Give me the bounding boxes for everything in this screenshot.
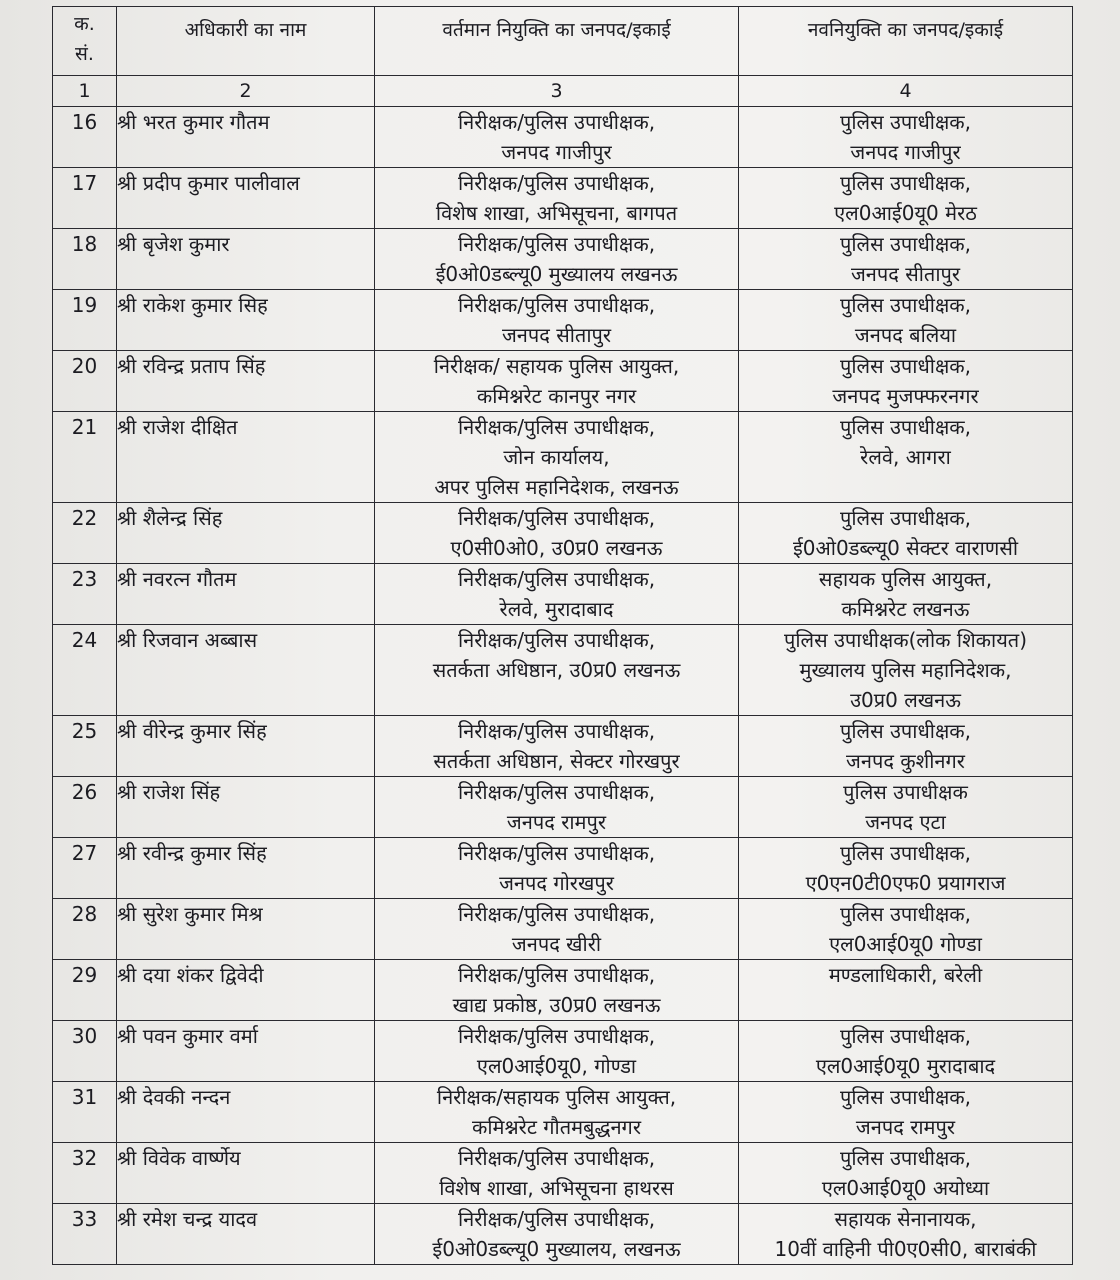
new-posting-line: जनपद गाजीपुर bbox=[850, 140, 961, 164]
new-posting-line: एल0आई0यू0 मेरठ bbox=[834, 201, 977, 225]
new-posting-line: ई0ओ0डब्ल्यू0 सेक्टर वाराणसी bbox=[792, 536, 1019, 560]
current-posting-line: ई0ओ0डब्ल्यू0 मुख्यालय लखनऊ bbox=[435, 262, 678, 286]
current-posting-line: रेलवे, मुरादाबाद bbox=[499, 597, 614, 621]
current-posting-line: निरीक्षक/पुलिस उपाधीक्षक, bbox=[457, 780, 656, 804]
column-number: 3 bbox=[375, 76, 739, 107]
new-posting-cell bbox=[739, 777, 1073, 838]
serial-number-cell: 30 bbox=[53, 1021, 117, 1082]
current-posting-cell bbox=[375, 564, 739, 625]
table-row bbox=[53, 625, 1073, 716]
serial-number-cell: 16 bbox=[53, 107, 117, 168]
current-posting-line: निरीक्षक/पुलिस उपाधीक्षक, bbox=[457, 293, 656, 317]
header-serial bbox=[53, 7, 117, 76]
officer-name-cell: श्री देवकी नन्दन bbox=[117, 1082, 375, 1143]
current-posting-cell bbox=[375, 1021, 739, 1082]
current-posting-line: सतर्कता अधिष्ठान, सेक्टर गोरखपुर bbox=[433, 749, 680, 773]
officer-name-cell: श्री रिजवान अब्बास bbox=[117, 625, 375, 716]
new-posting-line: पुलिस उपाधीक्षक, bbox=[839, 719, 971, 743]
new-posting-cell bbox=[739, 1143, 1073, 1204]
current-posting-line: निरीक्षक/पुलिस उपाधीक्षक, bbox=[457, 171, 656, 195]
column-number-row bbox=[53, 76, 1073, 107]
current-posting-line: विशेष शाखा, अभिसूचना, बागपत bbox=[435, 201, 678, 225]
current-posting-line: निरीक्षक/पुलिस उपाधीक्षक, bbox=[457, 1207, 656, 1231]
serial-number-cell: 20 bbox=[53, 351, 117, 412]
new-posting-line: सहायक सेनानायक, bbox=[834, 1207, 977, 1231]
new-posting-cell bbox=[739, 1021, 1073, 1082]
current-posting-cell bbox=[375, 838, 739, 899]
new-posting-line: जनपद कुशीनगर bbox=[846, 749, 965, 773]
officer-name-cell: श्री बृजेश कुमार bbox=[117, 229, 375, 290]
current-posting-cell bbox=[375, 1204, 739, 1265]
new-posting-cell bbox=[739, 168, 1073, 229]
transfer-table bbox=[52, 6, 1073, 1265]
table-row bbox=[53, 290, 1073, 351]
new-posting-cell bbox=[739, 1204, 1073, 1265]
new-posting-line: जनपद एटा bbox=[865, 810, 946, 834]
officer-name-cell: श्री रविन्द्र प्रताप सिंह bbox=[117, 351, 375, 412]
current-posting-cell bbox=[375, 351, 739, 412]
table-row bbox=[53, 564, 1073, 625]
new-posting-line: जनपद रामपुर bbox=[855, 1115, 956, 1139]
current-posting-line: निरीक्षक/पुलिस उपाधीक्षक, bbox=[457, 902, 656, 926]
header-current-posting: वर्तमान नियुक्ति का जनपद/इकाई bbox=[375, 7, 739, 76]
current-posting-line: निरीक्षक/सहायक पुलिस आयुक्त, bbox=[436, 1085, 677, 1109]
new-posting-line: पुलिस उपाधीक्षक(लोक शिकायत) bbox=[783, 628, 1028, 652]
table-row bbox=[53, 168, 1073, 229]
current-posting-line: निरीक्षक/पुलिस उपाधीक्षक, bbox=[457, 1146, 656, 1170]
table-row bbox=[53, 716, 1073, 777]
current-posting-cell bbox=[375, 1143, 739, 1204]
table-row bbox=[53, 503, 1073, 564]
column-number: 1 bbox=[53, 76, 117, 107]
officer-name-cell: श्री दया शंकर द्विवेदी bbox=[117, 960, 375, 1021]
serial-number-cell: 27 bbox=[53, 838, 117, 899]
new-posting-cell bbox=[739, 107, 1073, 168]
new-posting-line: पुलिस उपाधीक्षक, bbox=[839, 171, 971, 195]
new-posting-cell bbox=[739, 412, 1073, 503]
table-row bbox=[53, 229, 1073, 290]
new-posting-line: मुख्यालय पुलिस महानिदेशक, bbox=[799, 658, 1012, 682]
new-posting-line: पुलिस उपाधीक्षक, bbox=[839, 232, 971, 256]
new-posting-line: पुलिस उपाधीक्षक, bbox=[839, 1085, 971, 1109]
new-posting-line: जनपद बलिया bbox=[854, 323, 957, 347]
current-posting-cell bbox=[375, 960, 739, 1021]
current-posting-line: जनपद सीतापुर bbox=[501, 323, 612, 347]
current-posting-cell bbox=[375, 625, 739, 716]
serial-number-cell: 29 bbox=[53, 960, 117, 1021]
current-posting-line: निरीक्षक/पुलिस उपाधीक्षक, bbox=[457, 963, 656, 987]
new-posting-cell bbox=[739, 503, 1073, 564]
header-name: अधिकारी का नाम bbox=[117, 7, 375, 76]
header-serial-line: क. bbox=[74, 13, 95, 35]
table-row bbox=[53, 899, 1073, 960]
current-posting-cell bbox=[375, 503, 739, 564]
new-posting-cell bbox=[739, 960, 1073, 1021]
new-posting-line: पुलिस उपाधीक्षक, bbox=[839, 1024, 971, 1048]
serial-number-cell: 24 bbox=[53, 625, 117, 716]
new-posting-line: जनपद मुजफ्फरनगर bbox=[832, 384, 979, 408]
new-posting-line: रेलवे, आगरा bbox=[860, 445, 951, 469]
officer-name-cell: श्री शैलेन्द्र सिंह bbox=[117, 503, 375, 564]
table-row bbox=[53, 351, 1073, 412]
current-posting-cell bbox=[375, 290, 739, 351]
current-posting-line: सतर्कता अधिष्ठान, उ0प्र0 लखनऊ bbox=[432, 658, 681, 682]
officer-name-cell: श्री राजेश सिंह bbox=[117, 777, 375, 838]
officer-name-cell: श्री नवरत्न गौतम bbox=[117, 564, 375, 625]
table-row bbox=[53, 838, 1073, 899]
officer-name-cell: श्री रमेश चन्द्र यादव bbox=[117, 1204, 375, 1265]
new-posting-line: मण्डलाधिकारी, बरेली bbox=[828, 963, 983, 987]
new-posting-line: उ0प्र0 लखनऊ bbox=[850, 688, 961, 712]
new-posting-line: एल0आई0यू0 गोण्डा bbox=[829, 932, 982, 956]
serial-number-cell: 28 bbox=[53, 899, 117, 960]
current-posting-line: खाद्य प्रकोष्ठ, उ0प्र0 लखनऊ bbox=[452, 993, 661, 1017]
serial-number-cell: 25 bbox=[53, 716, 117, 777]
officer-name-cell: श्री विवेक वार्ष्णेय bbox=[117, 1143, 375, 1204]
new-posting-line: पुलिस उपाधीक्षक, bbox=[839, 110, 971, 134]
table-row bbox=[53, 960, 1073, 1021]
serial-number-cell: 32 bbox=[53, 1143, 117, 1204]
new-posting-cell bbox=[739, 229, 1073, 290]
serial-number-cell: 21 bbox=[53, 412, 117, 503]
header-new-posting: नवनियुक्ति का जनपद/इकाई bbox=[739, 7, 1073, 76]
new-posting-cell bbox=[739, 1082, 1073, 1143]
current-posting-line: जनपद खीरी bbox=[511, 932, 602, 956]
current-posting-line: निरीक्षक/पुलिस उपाधीक्षक, bbox=[457, 506, 656, 530]
current-posting-line: निरीक्षक/पुलिस उपाधीक्षक, bbox=[457, 719, 656, 743]
officer-name-cell: श्री रवीन्द्र कुमार सिंह bbox=[117, 838, 375, 899]
current-posting-line: ई0ओ0डब्ल्यू0 मुख्यालय, लखनऊ bbox=[432, 1237, 681, 1261]
new-posting-cell bbox=[739, 899, 1073, 960]
column-number: 2 bbox=[117, 76, 375, 107]
new-posting-cell bbox=[739, 564, 1073, 625]
serial-number-cell: 31 bbox=[53, 1082, 117, 1143]
serial-number-cell: 19 bbox=[53, 290, 117, 351]
current-posting-line: निरीक्षक/पुलिस उपाधीक्षक, bbox=[457, 110, 656, 134]
serial-number-cell: 23 bbox=[53, 564, 117, 625]
new-posting-line: पुलिस उपाधीक्षक, bbox=[839, 841, 971, 865]
current-posting-cell bbox=[375, 229, 739, 290]
officer-name-cell: श्री सुरेश कुमार मिश्र bbox=[117, 899, 375, 960]
new-posting-line: एल0आई0यू0 अयोध्या bbox=[821, 1176, 990, 1200]
officer-name-cell: श्री राजेश दीक्षित bbox=[117, 412, 375, 503]
current-posting-line: निरीक्षक/पुलिस उपाधीक्षक, bbox=[457, 628, 656, 652]
current-posting-line: जनपद गोरखपुर bbox=[499, 871, 614, 895]
table-row bbox=[53, 412, 1073, 503]
current-posting-line: जनपद गाजीपुर bbox=[501, 140, 612, 164]
current-posting-cell bbox=[375, 777, 739, 838]
table-row bbox=[53, 1204, 1073, 1265]
officer-name-cell: श्री प्रदीप कुमार पालीवाल bbox=[117, 168, 375, 229]
current-posting-cell bbox=[375, 716, 739, 777]
table-row bbox=[53, 107, 1073, 168]
current-posting-line: जोन कार्यालय, bbox=[503, 445, 610, 469]
current-posting-line: अपर पुलिस महानिदेशक, लखनऊ bbox=[434, 475, 679, 499]
current-posting-line: कमिश्नरेट गौतमबुद्धनगर bbox=[472, 1115, 641, 1139]
new-posting-line: पुलिस उपाधीक्षक bbox=[843, 780, 968, 804]
current-posting-line: निरीक्षक/ सहायक पुलिस आयुक्त, bbox=[433, 354, 680, 378]
new-posting-line: पुलिस उपाधीक्षक, bbox=[839, 293, 971, 317]
new-posting-cell bbox=[739, 716, 1073, 777]
current-posting-cell bbox=[375, 899, 739, 960]
officer-name-cell: श्री पवन कुमार वर्मा bbox=[117, 1021, 375, 1082]
serial-number-cell: 33 bbox=[53, 1204, 117, 1265]
current-posting-line: जनपद रामपुर bbox=[506, 810, 607, 834]
table-row bbox=[53, 1143, 1073, 1204]
current-posting-cell bbox=[375, 412, 739, 503]
new-posting-cell bbox=[739, 290, 1073, 351]
current-posting-line: निरीक्षक/पुलिस उपाधीक्षक, bbox=[457, 232, 656, 256]
serial-number-cell: 17 bbox=[53, 168, 117, 229]
officer-name-cell: श्री वीरेन्द्र कुमार सिंह bbox=[117, 716, 375, 777]
current-posting-line: एल0आई0यू0, गोण्डा bbox=[476, 1054, 637, 1078]
column-number: 4 bbox=[739, 76, 1073, 107]
current-posting-line: निरीक्षक/पुलिस उपाधीक्षक, bbox=[457, 567, 656, 591]
new-posting-line: ए0एन0टी0एफ0 प्रयागराज bbox=[805, 871, 1006, 895]
current-posting-line: निरीक्षक/पुलिस उपाधीक्षक, bbox=[457, 1024, 656, 1048]
table-row bbox=[53, 1082, 1073, 1143]
officer-name-cell: श्री राकेश कुमार सिह bbox=[117, 290, 375, 351]
current-posting-line: ए0सी0ओ0, उ0प्र0 लखनऊ bbox=[450, 536, 663, 560]
header-row bbox=[53, 7, 1073, 76]
current-posting-cell bbox=[375, 168, 739, 229]
new-posting-line: सहायक पुलिस आयुक्त, bbox=[818, 567, 993, 591]
header-serial-line: सं. bbox=[75, 43, 94, 65]
new-posting-line: पुलिस उपाधीक्षक, bbox=[839, 354, 971, 378]
current-posting-line: निरीक्षक/पुलिस उपाधीक्षक, bbox=[457, 841, 656, 865]
new-posting-cell bbox=[739, 838, 1073, 899]
current-posting-line: निरीक्षक/पुलिस उपाधीक्षक, bbox=[457, 415, 656, 439]
new-posting-line: एल0आई0यू0 मुरादाबाद bbox=[815, 1054, 996, 1078]
new-posting-cell bbox=[739, 625, 1073, 716]
serial-number-cell: 26 bbox=[53, 777, 117, 838]
current-posting-cell bbox=[375, 107, 739, 168]
new-posting-line: कमिश्नरेट लखनऊ bbox=[841, 597, 970, 621]
current-posting-cell bbox=[375, 1082, 739, 1143]
new-posting-line: पुलिस उपाधीक्षक, bbox=[839, 1146, 971, 1170]
new-posting-cell bbox=[739, 351, 1073, 412]
current-posting-line: कमिश्नरेट कानपुर नगर bbox=[476, 384, 637, 408]
new-posting-line: जनपद सीतापुर bbox=[850, 262, 961, 286]
new-posting-line: पुलिस उपाधीक्षक, bbox=[839, 415, 971, 439]
serial-number-cell: 18 bbox=[53, 229, 117, 290]
new-posting-line: पुलिस उपाधीक्षक, bbox=[839, 506, 971, 530]
table-row bbox=[53, 777, 1073, 838]
current-posting-line: विशेष शाखा, अभिसूचना हाथरस bbox=[439, 1176, 674, 1200]
new-posting-line: 10वीं वाहिनी पी0ए0सी0, बाराबंकी bbox=[774, 1237, 1037, 1261]
new-posting-line: पुलिस उपाधीक्षक, bbox=[839, 902, 971, 926]
table-row bbox=[53, 1021, 1073, 1082]
officer-name-cell: श्री भरत कुमार गौतम bbox=[117, 107, 375, 168]
serial-number-cell: 22 bbox=[53, 503, 117, 564]
